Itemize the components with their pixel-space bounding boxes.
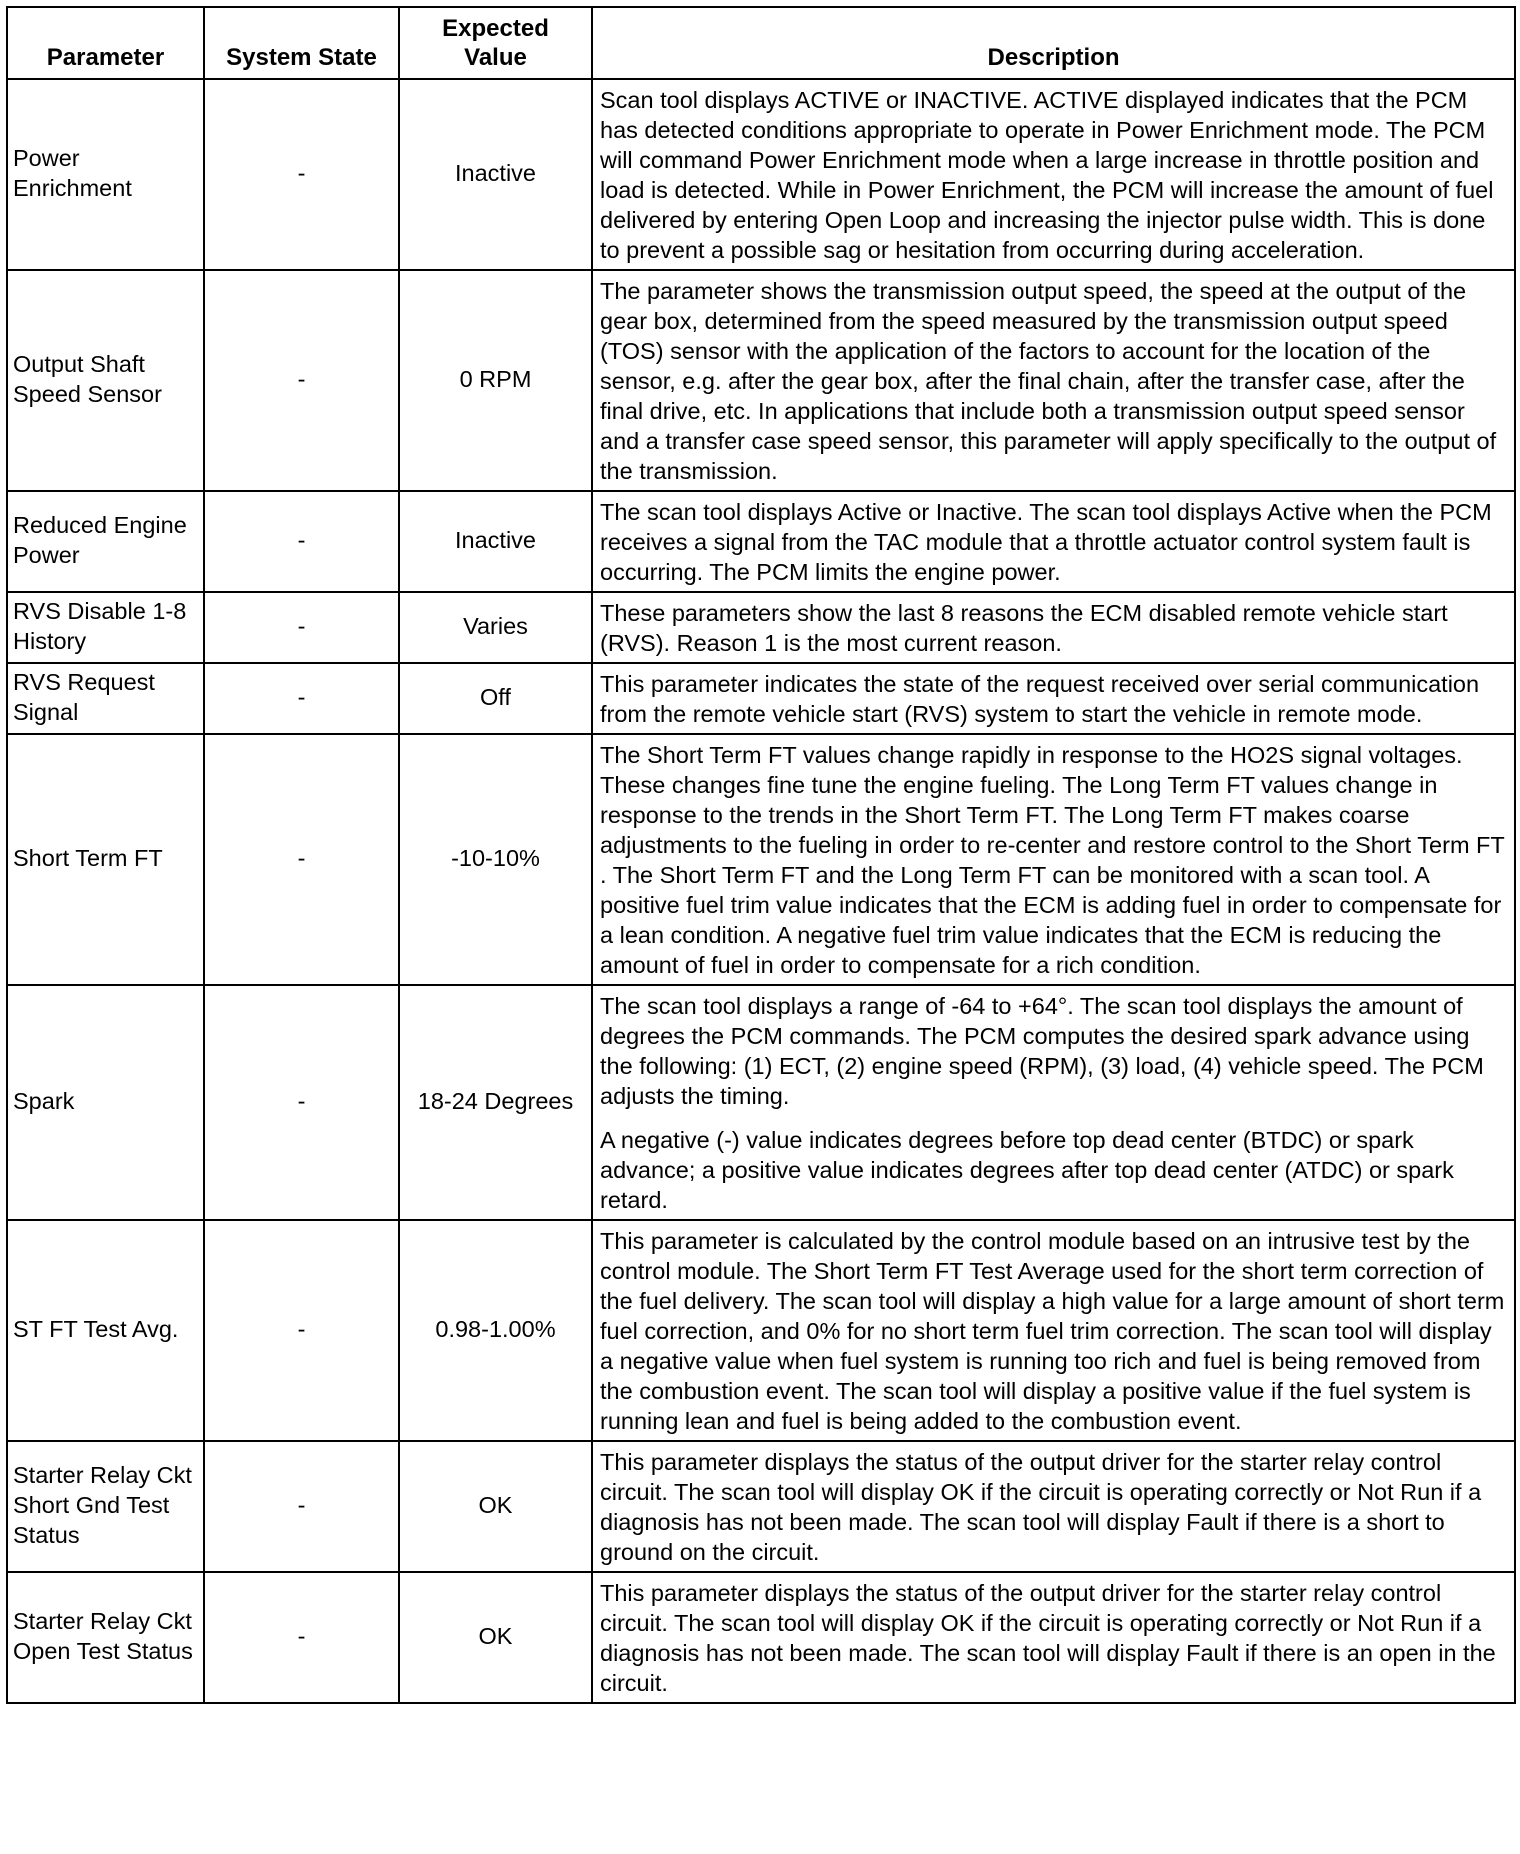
cell-description bbox=[592, 1572, 1515, 1703]
cell-expected-value: OK bbox=[399, 1441, 592, 1572]
cell-system-state: - bbox=[204, 663, 399, 734]
parameter-table bbox=[6, 6, 1516, 1704]
cell-description bbox=[592, 491, 1515, 592]
cell-description bbox=[592, 985, 1515, 1220]
cell-parameter: Starter Relay Ckt Short Gnd Test Status bbox=[7, 1441, 204, 1572]
cell-description bbox=[592, 592, 1515, 663]
cell-expected-value: Inactive bbox=[399, 79, 592, 270]
cell-parameter: Short Term FT bbox=[7, 734, 204, 985]
table-row bbox=[7, 79, 1515, 270]
header-description: Description bbox=[592, 7, 1515, 79]
description-paragraph: The parameter shows the transmission output speed, the speed at the output of the gear box, determined from the speed measured by the transmission output speed (TOS) sensor with the application of the factors to account for the location of the sensor, e.g. after the gear box, after the final chain, after the transfer case, after the final drive, etc. In applications that include both a transmission output speed sensor and a transfer case speed sensor, this parameter will apply specifically to the output of the transmission. bbox=[600, 278, 1497, 484]
table-row bbox=[7, 1441, 1515, 1572]
cell-parameter: RVS Disable 1-8 History bbox=[7, 592, 204, 663]
cell-parameter: Output Shaft Speed Sensor bbox=[7, 270, 204, 491]
table-row bbox=[7, 985, 1515, 1220]
description-paragraph: This parameter is calculated by the control module based on an intrusive test by the control module. The Short Term FT Test Average used for the short term correction of the fuel delivery. The scan tool will display a high value for a large amount of short term fuel correction, and 0% for no short term fuel trim correction. The scan tool will display a negative value when fuel system is running too rich and fuel is being removed from the combustion event. The scan tool will display a positive value if the fuel system is running lean and fuel is being added to the combustion event. bbox=[600, 1228, 1505, 1434]
cell-parameter: Spark bbox=[7, 985, 204, 1220]
cell-description bbox=[592, 79, 1515, 270]
table-row bbox=[7, 663, 1515, 734]
description-paragraph: A negative (-) value indicates degrees before top dead center (BTDC) or spark advance; a positive value indicates degrees after top dead center (ATDC) or spark retard. bbox=[600, 1127, 1454, 1213]
cell-system-state: - bbox=[204, 1441, 399, 1572]
table-row bbox=[7, 592, 1515, 663]
cell-description bbox=[592, 734, 1515, 985]
cell-system-state: - bbox=[204, 734, 399, 985]
cell-expected-value: Inactive bbox=[399, 491, 592, 592]
cell-expected-value: 0.98-1.00% bbox=[399, 1220, 592, 1441]
cell-system-state: - bbox=[204, 1220, 399, 1441]
table-row bbox=[7, 1220, 1515, 1441]
table-row bbox=[7, 270, 1515, 491]
cell-parameter: Power Enrichment bbox=[7, 79, 204, 270]
cell-expected-value: -10-10% bbox=[399, 734, 592, 985]
cell-system-state: - bbox=[204, 592, 399, 663]
header-system-state: System State bbox=[204, 7, 399, 79]
cell-expected-value: OK bbox=[399, 1572, 592, 1703]
description-paragraph: The scan tool displays a range of -64 to +64°. The scan tool displays the amount of degrees the PCM commands. The PCM computes the desired spark advance using the following: (1) ECT, (2) engine speed (RPM), (3) load, (4) vehicle speed. The PCM adjusts the timing. bbox=[600, 993, 1484, 1109]
description-paragraph: This parameter displays the status of the output driver for the starter relay control circuit. The scan tool will display OK if the circuit is operating correctly or Not Run if a diagnosis has not been made. The scan tool will display Fault if there is a short to ground on the circuit. bbox=[600, 1449, 1482, 1565]
cell-parameter: RVS Request Signal bbox=[7, 663, 204, 734]
cell-description bbox=[592, 663, 1515, 734]
table-row bbox=[7, 491, 1515, 592]
description-paragraph: This parameter indicates the state of the request received over serial communication from the remote vehicle start (RVS) system to start the vehicle in remote mode. bbox=[600, 671, 1480, 727]
header-row bbox=[7, 7, 1515, 79]
header-expected-value: Expected Value bbox=[399, 7, 592, 79]
cell-system-state: - bbox=[204, 1572, 399, 1703]
table-row bbox=[7, 734, 1515, 985]
parameter-table-sheet bbox=[6, 6, 1516, 1704]
cell-description bbox=[592, 270, 1515, 491]
table-row bbox=[7, 1572, 1515, 1703]
cell-expected-value: Varies bbox=[399, 592, 592, 663]
cell-parameter: Reduced Engine Power bbox=[7, 491, 204, 592]
cell-system-state: - bbox=[204, 79, 399, 270]
cell-parameter: Starter Relay Ckt Open Test Status bbox=[7, 1572, 204, 1703]
cell-description bbox=[592, 1441, 1515, 1572]
cell-parameter: ST FT Test Avg. bbox=[7, 1220, 204, 1441]
description-paragraph: The Short Term FT values change rapidly in response to the HO2S signal voltages. These changes fine tune the engine fueling. The Long Term FT values change in response to the trends in the Short Term FT. The Long Term FT makes coarse adjustments to the fueling in order to re-center and restore control to the Short Term FT . The Short Term FT and the Long Term FT can be monitored with a scan tool. A positive fuel trim value indicates that the ECM is adding fuel in order to compensate for a lean condition. A negative fuel trim value indicates that the ECM is reducing the amount of fuel in order to compensate for a rich condition. bbox=[600, 742, 1505, 978]
header-parameter: Parameter bbox=[7, 7, 204, 79]
description-paragraph: These parameters show the last 8 reasons the ECM disabled remote vehicle start (RVS). Reason 1 is the most current reason. bbox=[600, 600, 1448, 656]
cell-description bbox=[592, 1220, 1515, 1441]
cell-system-state: - bbox=[204, 985, 399, 1220]
cell-expected-value: 0 RPM bbox=[399, 270, 592, 491]
cell-system-state: - bbox=[204, 491, 399, 592]
description-paragraph: This parameter displays the status of the output driver for the starter relay control circuit. The scan tool will display OK if the circuit is operating correctly or Not Run if a diagnosis has not been made. The scan tool will display Fault if there is an open in the circuit. bbox=[600, 1580, 1496, 1696]
description-paragraph: The scan tool displays Active or Inactive. The scan tool displays Active when the PCM receives a signal from the TAC module that a throttle actuator control system fault is occurring. The PCM limits the engine power. bbox=[600, 499, 1492, 585]
cell-expected-value: 18-24 Degrees bbox=[399, 985, 592, 1220]
description-paragraph: Scan tool displays ACTIVE or INACTIVE. ACTIVE displayed indicates that the PCM has detected conditions appropriate to operate in Power Enrichment mode. The PCM will command Power Enrichment mode when a large increase in throttle position and load is detected. While in Power Enrichment, the PCM will increase the amount of fuel delivered by entering Open Loop and increasing the injector pulse width. This is done to prevent a possible sag or hesitation from occurring during acceleration. bbox=[600, 87, 1494, 263]
cell-expected-value: Off bbox=[399, 663, 592, 734]
cell-system-state: - bbox=[204, 270, 399, 491]
